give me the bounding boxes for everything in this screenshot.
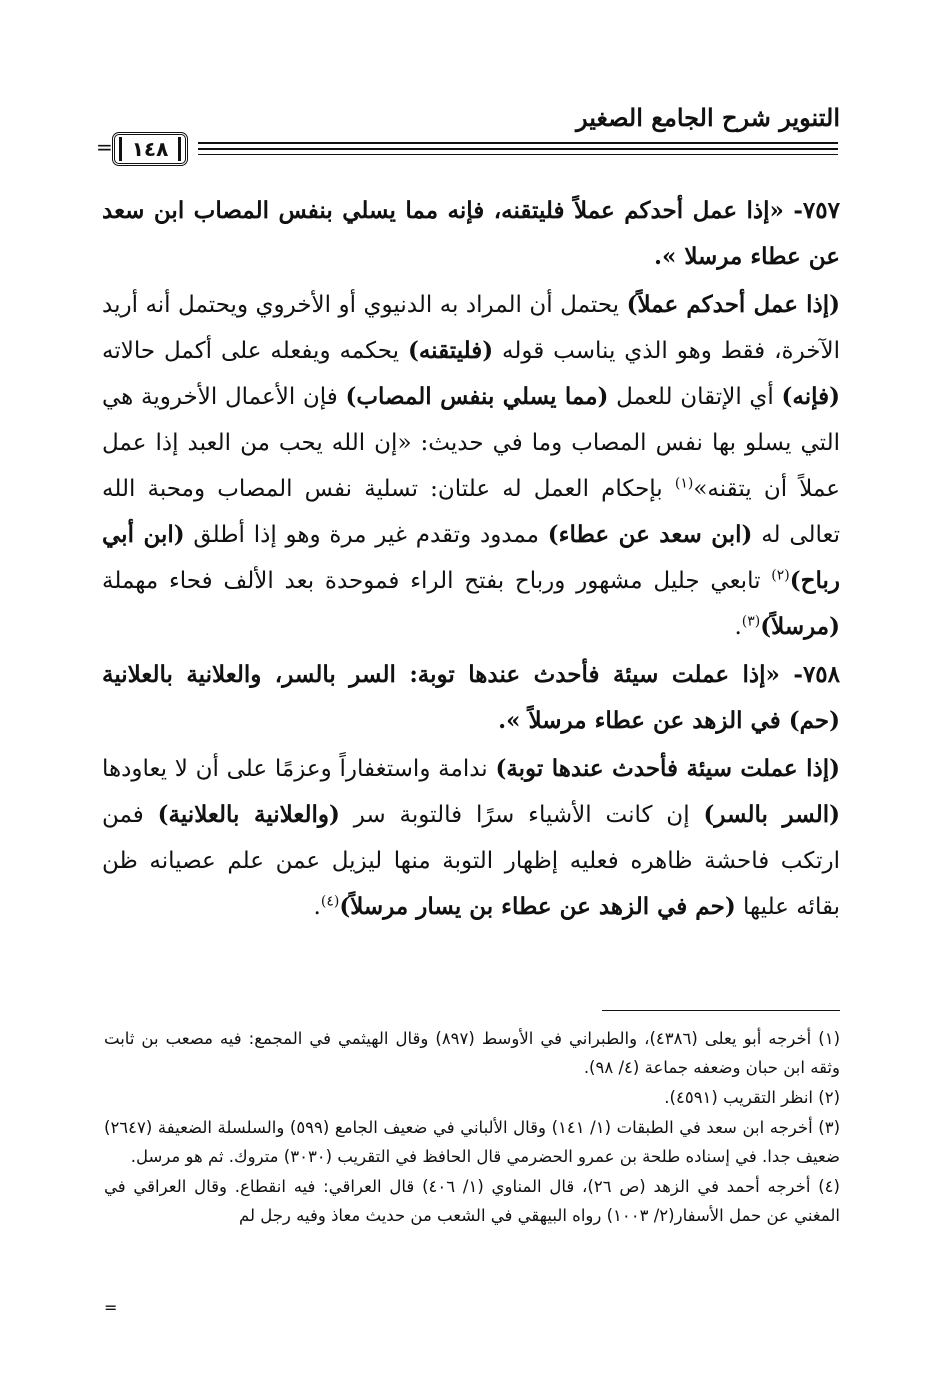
commentary-text: . [734,614,742,640]
commentary-text: بإحكام العمل له علتان: تسلية نفس المصاب ومحبة الله تعالى له [102,476,841,548]
commentary-text: . [313,894,321,920]
header-rule-top [198,142,838,144]
footnote-1: (١) أخرجه أبو يعلى (٤٣٨٦)، والطبراني في الأوسط (٨٩٧) وقال الهيثمي في المجمع: فيه مصعب بن ثابت وثقه ابن حبان وضعفه جماعة (٤/ ٩٨). [104,1029,840,1077]
commentary-text: تابعي جليل مشهور ورباح بفتح الراء فموحدة بعد الألف فحاء مهملة [102,568,772,594]
quoted-phrase: (والعلانية بالعلانية) [157,801,340,828]
quoted-phrase: (ابن أبي رباح) [102,521,840,594]
commentary-758 [102,746,840,930]
footnote-ref-4[interactable]: (٤) [320,893,340,910]
commentary-text: أي الإتقان للعمل [608,384,782,410]
commentary-text: إن كانت الأشياء سرًا فالتوبة سر [339,802,704,828]
commentary-text: ممدود وتقدم غير مرة وهو إذا أطلق [184,522,548,548]
footnote-ref-2[interactable]: (٢) [771,567,790,584]
footnote-separator [602,1010,840,1011]
quoted-phrase: (إذا عمل أحدكم عملاً) [626,291,840,318]
quoted-phrase: (مرسلاً) [760,613,840,640]
quoted-phrase: (حم في الزهد عن عطاء بن يسار مرسلاً) [339,893,736,920]
header-edge-mark: = [96,135,113,159]
footnotes [104,1024,840,1231]
commentary-text: فإن الأعمال الأخروية هي التي يسلو بها نفس المصاب وما في حديث: «إن الله يحب من العبد إذا عمل عملاً أن يتقنه» [102,384,841,502]
commentary-text: ندامة واستغفاراً وعزمًا على أن لا يعاودها [102,756,496,782]
quoted-phrase: (فإنه) [781,383,841,410]
page-number-frame [112,132,188,166]
continuation-mark: = [104,1298,118,1317]
quoted-phrase: (ابن سعد عن عطاء) [547,521,753,548]
quoted-phrase: (فليتقنه) [407,337,494,364]
frame-bar-right [178,137,181,161]
hadith-758-number: ٧٥٨- [779,661,840,688]
footnote-2: (٢) انظر التقريب (٤٥٩١). [664,1088,840,1107]
footnote-ref-3[interactable]: (٣) [741,613,761,630]
footnote-ref-1[interactable]: (١) [674,475,694,492]
hadith-758-text: «إذا عملت سيئة فأحدث عندها توبة: السر بالسر، والعلانية بالعلانية (حم) في الزهد عن عطاء مرسلاً ». [102,661,840,734]
hadith-757 [102,188,840,280]
main-text [102,188,840,932]
hadith-757-number: ٧٥٧- [783,197,840,224]
commentary-text: يحكمه ويفعله على أكمل حالاته [102,338,408,364]
running-header-title: التنوير شرح الجامع الصغير [576,103,840,132]
commentary-757 [102,282,840,650]
hadith-757-text: «إذا عمل أحدكم عملاً فليتقنه، فإنه مما يسلي بنفس المصاب ابن سعد عن عطاء مرسلا ». [102,197,840,270]
quoted-phrase: (إذا عملت سيئة فأحدث عندها توبة) [495,755,840,782]
quoted-phrase: (السر بالسر) [703,801,840,828]
header-rule-bottom [198,154,838,155]
quoted-phrase: (مما يسلي بنفس المصاب) [345,383,609,410]
page-number: ١٤٨ [131,137,169,161]
hadith-758 [102,652,840,744]
commentary-text: يحتمل أن المراد به الدنيوي أو الأخروي ويحتمل أنه أريد الآخرة، فقط وهو الذي يناسب قوله [102,292,840,364]
header-rule-middle [198,148,838,150]
footnote-4: (٤) أخرجه أحمد في الزهد (ص ٢٦)، قال المناوي (١/ ٤٠٦) قال العراقي: فيه انقطاع. وقال العراقي في المغني عن حمل الأسفار(٢/ ١٠٠٣) رواه البيهقي في الشعب من حديث معاذ وفيه رجل لم [104,1177,840,1225]
frame-bar-left [119,137,122,161]
commentary-text: فمن ارتكب فاحشة ظاهره فعليه إظهار التوبة منها ليزيل عمن علم عصيانه ظن بقائه عليها [102,802,840,920]
footnote-3: (٣) أخرجه ابن سعد في الطبقات (١/ ١٤١) وقال الألباني في ضعيف الجامع (٥٩٩) والسلسلة الضعيفة (٢٦٤٧) ضعيف جدا. في إسناده طلحة بن عمرو الحضرمي قال الحافظ في التقريب (٣٠٣٠) متروك. ثم هو مرسل. [104,1118,841,1166]
